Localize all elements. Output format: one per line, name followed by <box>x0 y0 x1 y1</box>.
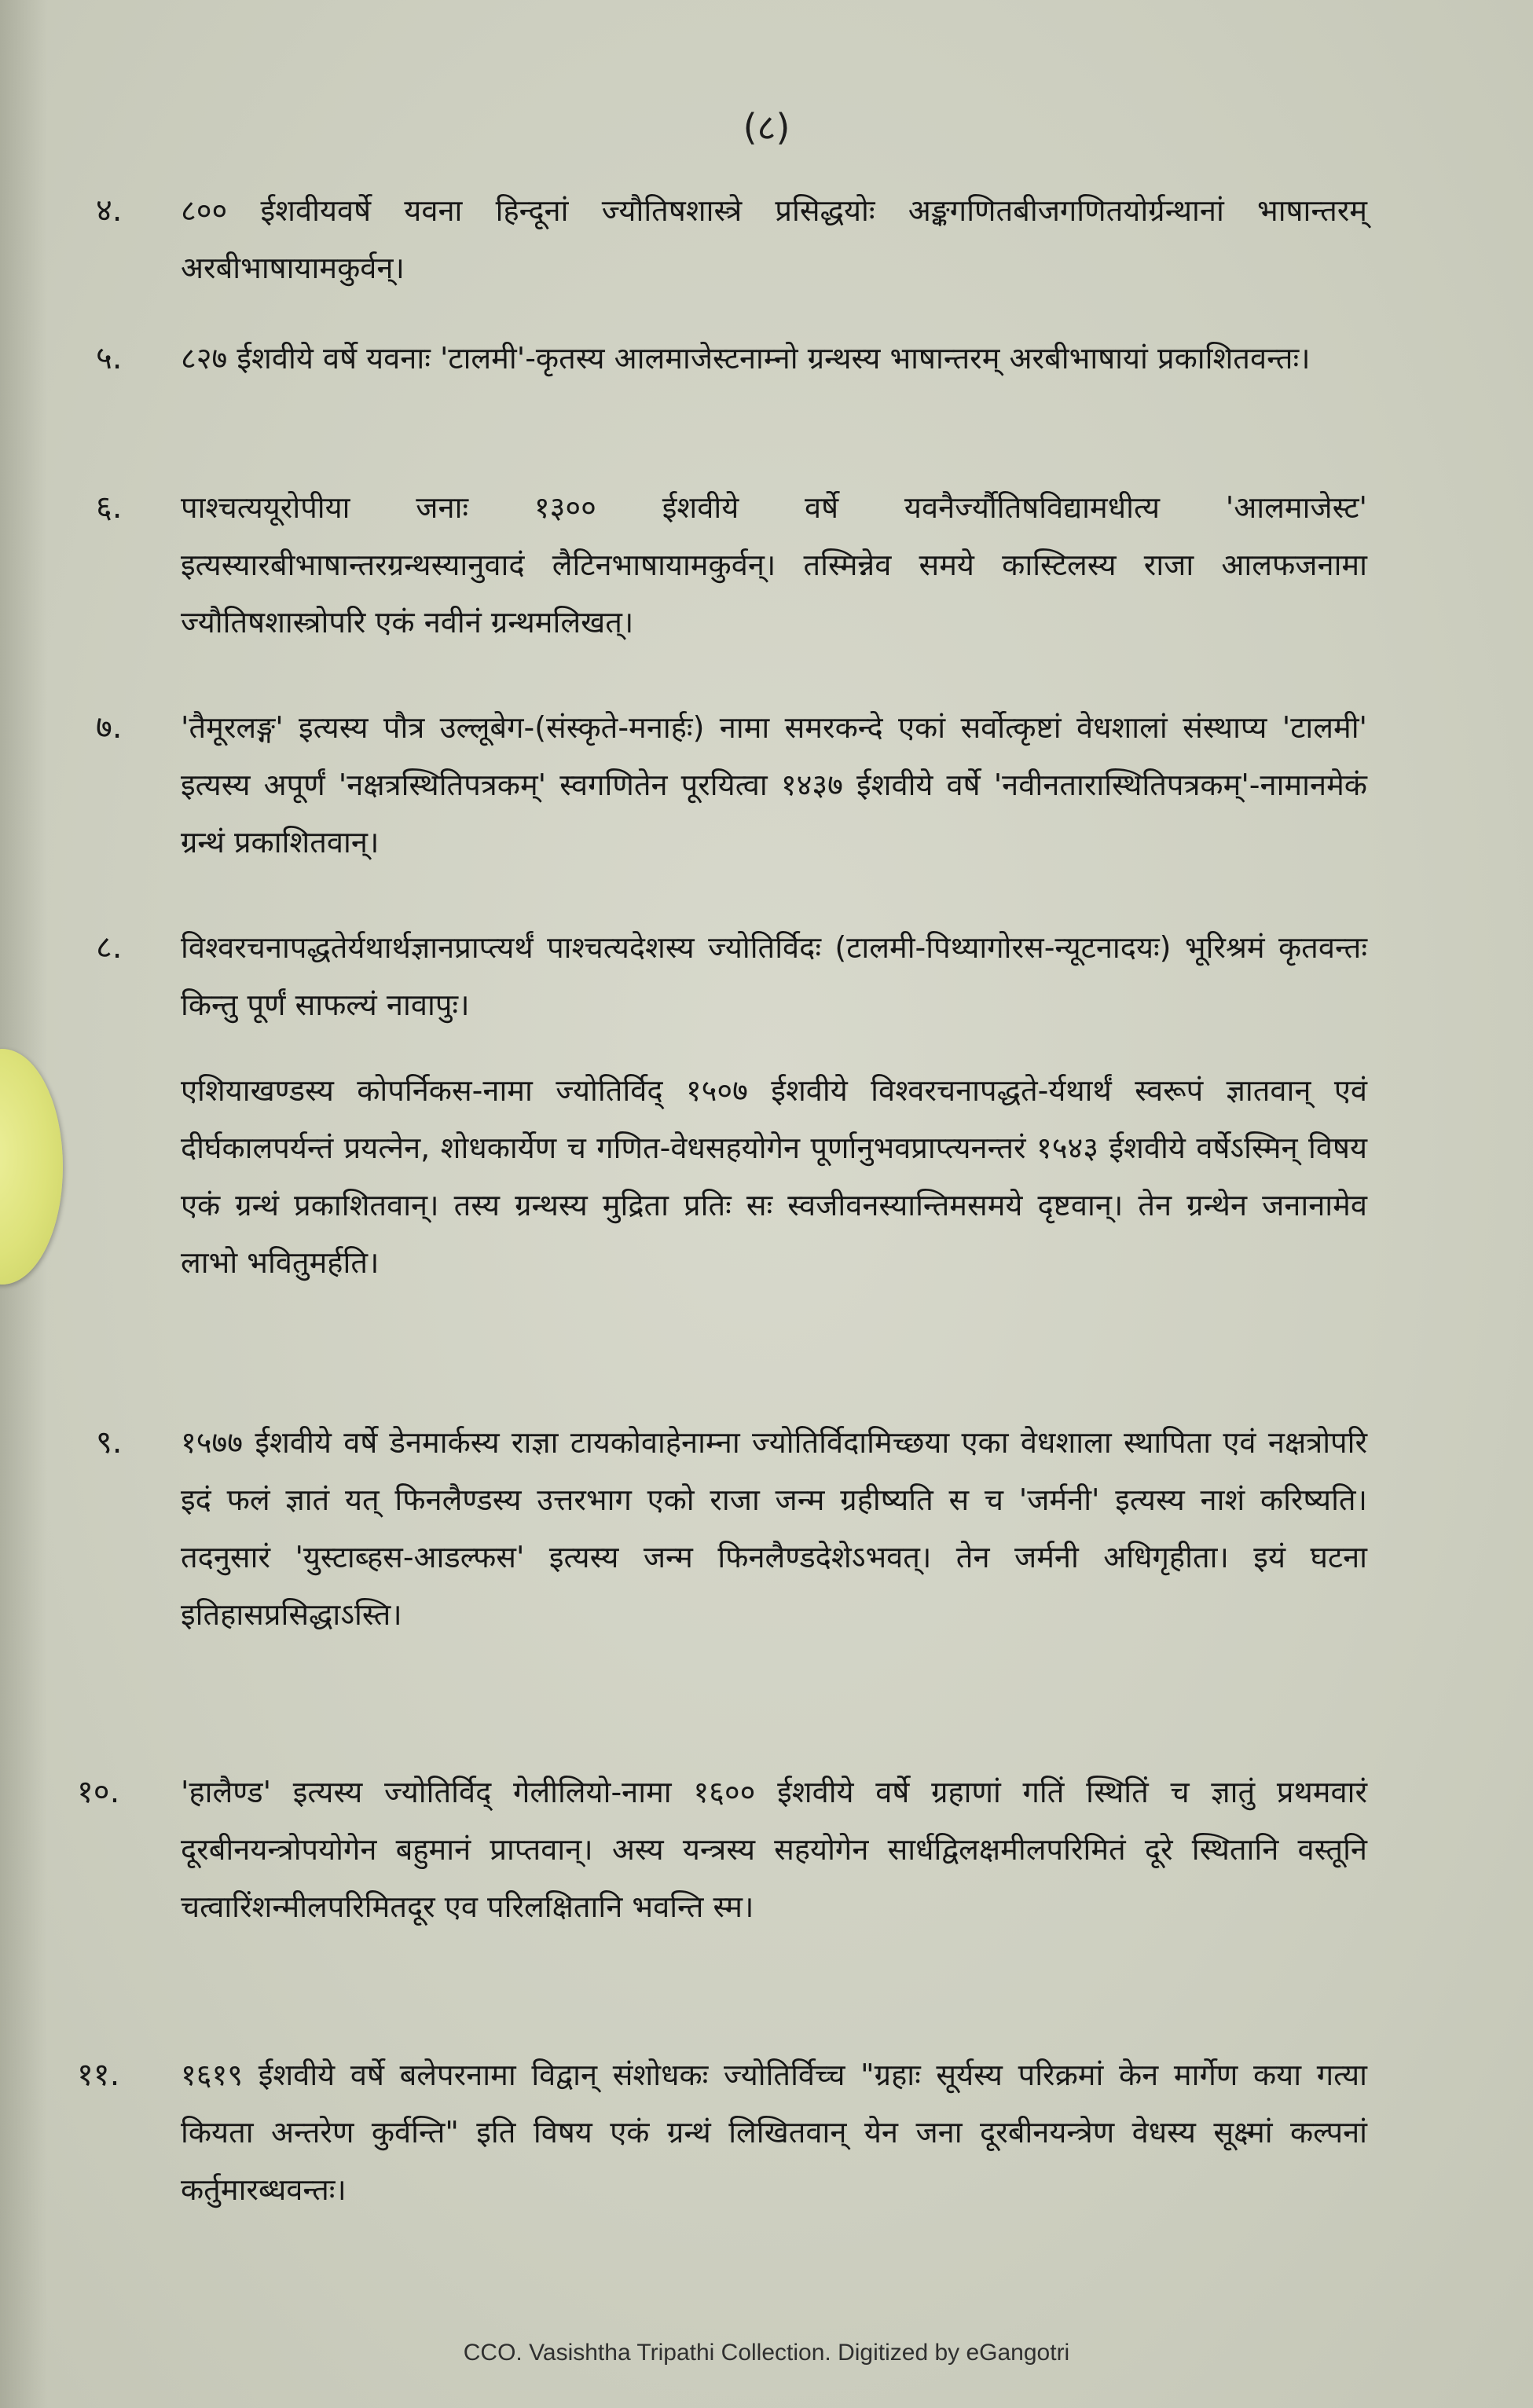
entry-6 <box>96 479 1367 651</box>
entry-8 <box>96 919 1367 1292</box>
entry-text: ८०० ईशवीयवर्षे यवना हिन्दूनां ज्यौतिषशास्त्रे प्रसिद्धयोः अङ्कगणितबीजगणितयोर्ग्रन्थानां भाषान्तरम् अरबीभाषायामकुर्वन्। <box>181 193 1367 285</box>
entry-9 <box>96 1414 1367 1644</box>
entry-5 <box>96 330 1367 387</box>
entry-4 <box>96 182 1367 297</box>
digitization-credit: CCO. Vasishtha Tripathi Collection. Digitized by eGangotri <box>463 2340 1070 2366</box>
entry-number: ९. <box>96 1424 123 1461</box>
entry-text: 'तैमूरलङ्ग' इत्यस्य पौत्र उल्लूबेग-(संस्कृते-मनार्हः) नामा समरकन्दे एकां सर्वोत्कृष्टां वेधशालां संस्थाप्य 'टालमी' इत्यस्य अपूर्णं 'नक्षत्रस्थितिपत्रकम्' स्वगणितेन पूरयित्वा १४३७ ईशवीये वर्षे 'नवीनतारास्थितिपत्रकम्'-नामानमेकं ग्रन्थं प्रकाशितवान्। <box>181 710 1367 859</box>
entry-number: ६. <box>96 489 123 526</box>
yellow-sticker <box>0 1049 63 1285</box>
entry-text: १६१९ ईशवीये वर्षे बलेपरनामा विद्वान् संशोधकः ज्योतिर्विच्च "ग्रहाः सूर्यस्य परिक्रमां केन मार्गेण कया गत्या कियता अन्तरेण कुर्वन्ति" इति विषय एकं ग्रन्थं लिखितवान् येन जना दूरबीनयन्त्रेण वेधस्य सूक्ष्मां कल्पनां कर्तुमारब्धवन्तः। <box>181 2058 1367 2207</box>
entry-text: ८२७ ईशवीये वर्षे यवनाः 'टालमी'-कृतस्य आलमाजेस्टनाम्नो ग्रन्थस्य भाषान्तरम् अरबीभाषायां प्रकाशितवन्तः। <box>181 341 1311 376</box>
entry-text: विश्वरचनापद्धतेर्यथार्थज्ञानप्राप्त्यर्थं पाश्चत्यदेशस्य ज्योतिर्विदः (टालमी-पिथ्यागोरस-न्यूटनादयः) भूरिश्रमं कृतवन्तः किन्तु पूर्णं साफल्यं नावापुः। <box>181 930 1367 1022</box>
entry-7 <box>96 699 1367 871</box>
entry-text: १५७७ ईशवीये वर्षे डेनमार्कस्य राज्ञा टायकोवाहेनाम्ना ज्योतिर्विदामिच्छया एका वेधशाला स्थापिता एवं नक्षत्रोपरि इदं फलं ज्ञातं यत् फिनलैण्डस्य उत्तरभाग एको राजा जन्म ग्रहीष्यति स च 'जर्मनी' इत्यस्य नाशं करिष्यति। तदनुसारं 'युस्टाब्हस-आडल्फस' इत्यस्य जन्म फिनलैण्डदेशेऽभवत्। तेन जर्मनी अधिगृहीता। इयं घटना इतिहासप्रसिद्धाऽस्ति। <box>181 1425 1367 1632</box>
entry-text: पाश्चत्ययूरोपीया जनाः १३०० ईशवीये वर्षे यवनैर्ज्यौतिषविद्यामधीत्य 'आलमाजेस्ट' इत्यस्यारबीभाषान्तरग्रन्थस्यानुवादं लैटिनभाषायामकुर्वन्। तस्मिन्नेव समये कास्टिलस्य राजा आलफजनामा ज्यौतिषशास्त्रोपरि एकं नवीनं ग्रन्थमलिखत्। <box>181 490 1367 640</box>
entry-number: १०. <box>77 1774 120 1810</box>
entry-number: ११. <box>77 2057 120 2093</box>
entry-number: ४. <box>96 192 123 229</box>
entry-number: ५. <box>96 340 123 376</box>
entry-10 <box>77 1764 1367 1936</box>
entry-number: ७. <box>96 709 123 746</box>
entry-text: 'हालैण्ड' इत्यस्य ज्योतिर्विद् गेलीलियो-नामा १६०० ईशवीये वर्षे ग्रहाणां गतिं स्थितिं च ज्ञातुं प्रथमवारं दूरबीनयन्त्रोपयोगेन बहुमानं प्राप्तवान्। अस्य यन्त्रस्य सहयोगेन सार्धद्विलक्षमीलपरिमितं दूरे स्थितानि वस्तूनि चत्वारिंशन्मीलपरिमितदूर एव परिलक्षितानि भवन्ति स्म। <box>181 1775 1367 1924</box>
entry-11 <box>77 2047 1367 2219</box>
page-number: (८) <box>743 106 790 148</box>
entry-text-continued: एशियाखण्डस्य कोपर्निकस-नामा ज्योतिर्विद् १५०७ ईशवीये विश्वरचनापद्धते-र्यथार्थं स्वरूपं ज्ञातवान् एवं दीर्घकालपर्यन्तं प्रयत्नेन, शोधकार्येण च गणित-वेधसहयोगेन पूर्णानुभवप्राप्त्यनन्तरं १५४३ ईशवीये वर्षेऽस्मिन् विषय एकं ग्रन्थं प्रकाशितवान्। तस्य ग्रन्थस्य मुद्रिता प्रतिः सः स्वजीवनस्यान्तिमसमये दृष्टवान्। तेन ग्रन्थेन जनानामेव लाभो भवितुमर्हति। <box>181 1073 1367 1280</box>
entry-number: ८. <box>96 929 123 966</box>
